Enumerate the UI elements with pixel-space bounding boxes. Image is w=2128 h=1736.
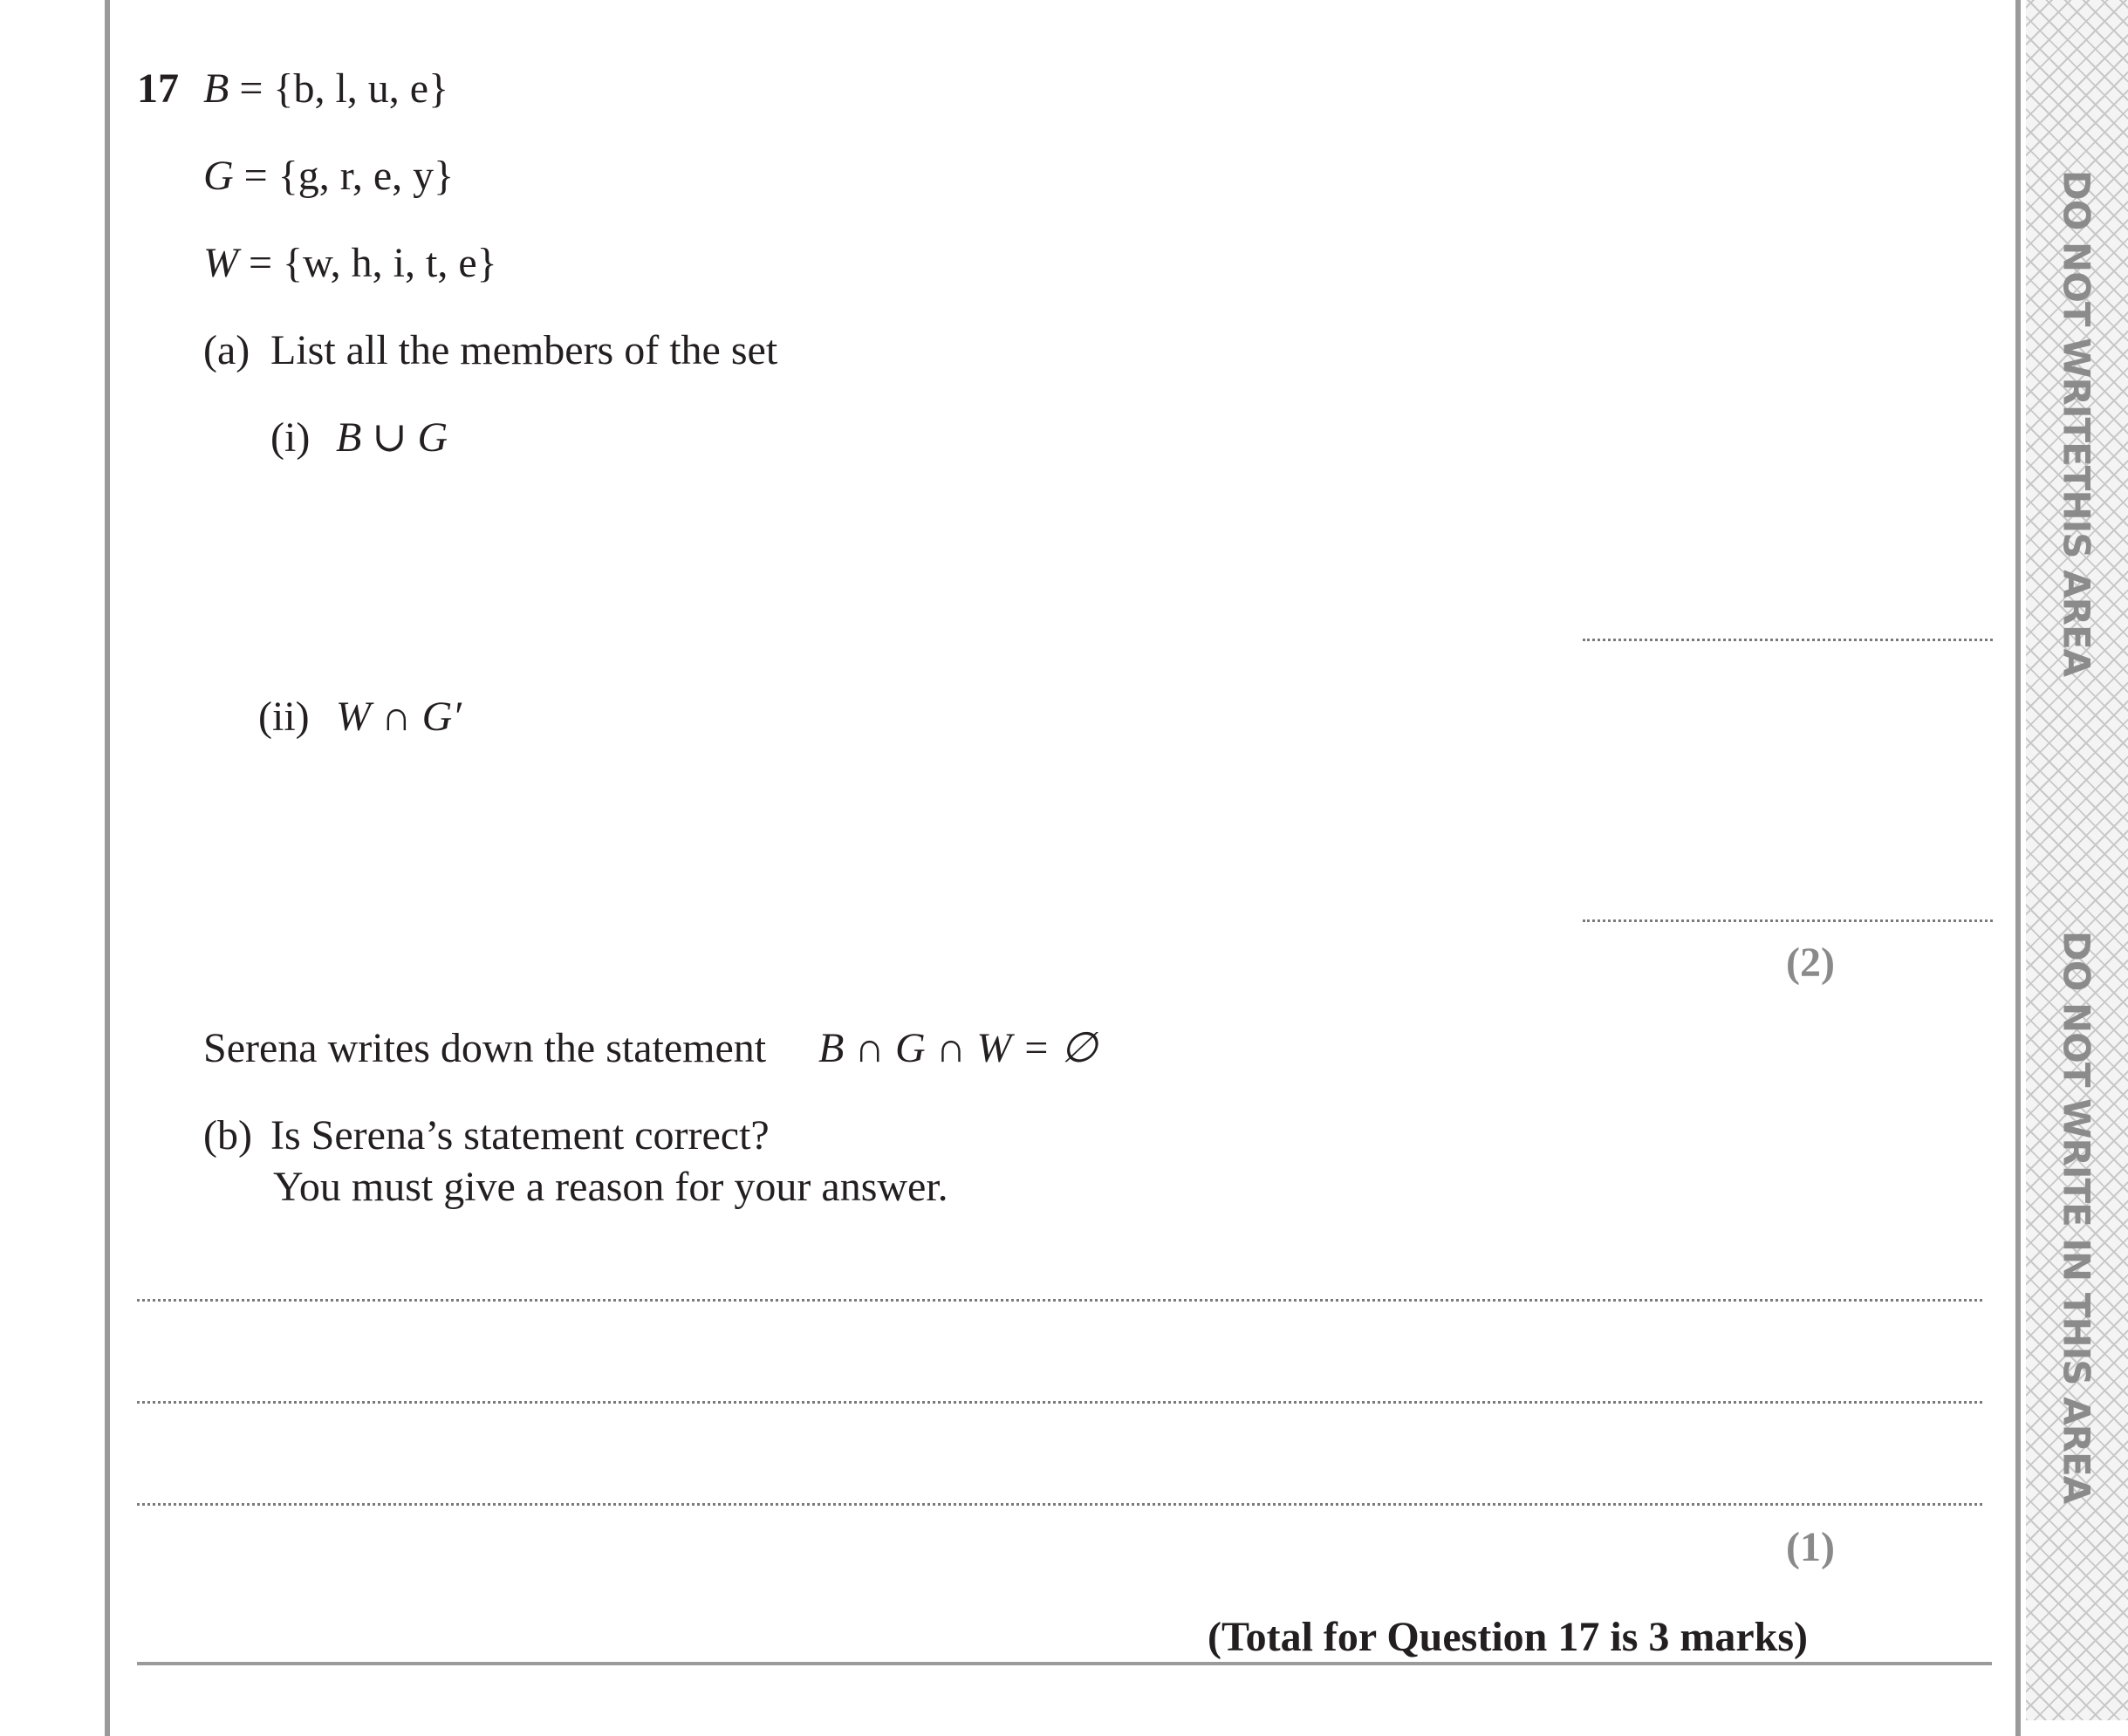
set-definition-b <box>203 65 449 112</box>
question-number: 17 <box>137 65 179 112</box>
part-a-marks: (2) <box>1786 940 1835 986</box>
question-total: (Total for Question 17 is 3 marks) <box>1208 1614 1809 1660</box>
set-elements: = {w, h, i, t, e} <box>248 240 497 286</box>
set-elements: = {b, l, u, e} <box>239 65 449 112</box>
answer-line-a-ii[interactable] <box>1583 919 1993 922</box>
set-name: W <box>203 240 238 286</box>
margin-warning-lower: DO NOT WRITE IN THIS AREA <box>2055 930 2098 1504</box>
statement-expression: B ∩ G ∩ W = ∅ <box>818 1025 1098 1071</box>
set-name: B <box>203 65 229 112</box>
answer-line-b-2[interactable] <box>137 1401 1982 1404</box>
part-a-label: (a) <box>203 327 250 373</box>
set-definition-w <box>203 240 497 286</box>
answer-line-b-3[interactable] <box>137 1503 1982 1506</box>
part-a-prompt: List all the members of the set <box>270 327 778 373</box>
part-b-instruction: You must give a reason for your answer. <box>273 1164 948 1210</box>
part-a-i-label: (i) <box>270 414 311 461</box>
set-name: G <box>203 153 234 199</box>
answer-line-a-i[interactable] <box>1583 639 1993 641</box>
part-b-question: Is Serena’s statement correct? <box>270 1112 770 1158</box>
statement-text: Serena writes down the statement <box>203 1025 767 1071</box>
set-definition-g <box>203 155 454 197</box>
part-a-ii-expression: W ∩ G′ <box>336 694 462 740</box>
part-b-label: (b) <box>203 1112 252 1158</box>
answer-line-b-1[interactable] <box>137 1299 1982 1302</box>
part-a-ii-label: (ii) <box>258 694 310 740</box>
question-end-rule <box>137 1662 1992 1665</box>
set-elements: = {g, r, e, y} <box>243 153 455 199</box>
part-a-i-expression: B ∪ G <box>336 414 448 461</box>
part-b-marks: (1) <box>1786 1524 1835 1570</box>
margin-warning-upper: DO NOT WRITETHIS AREA <box>2055 169 2098 677</box>
